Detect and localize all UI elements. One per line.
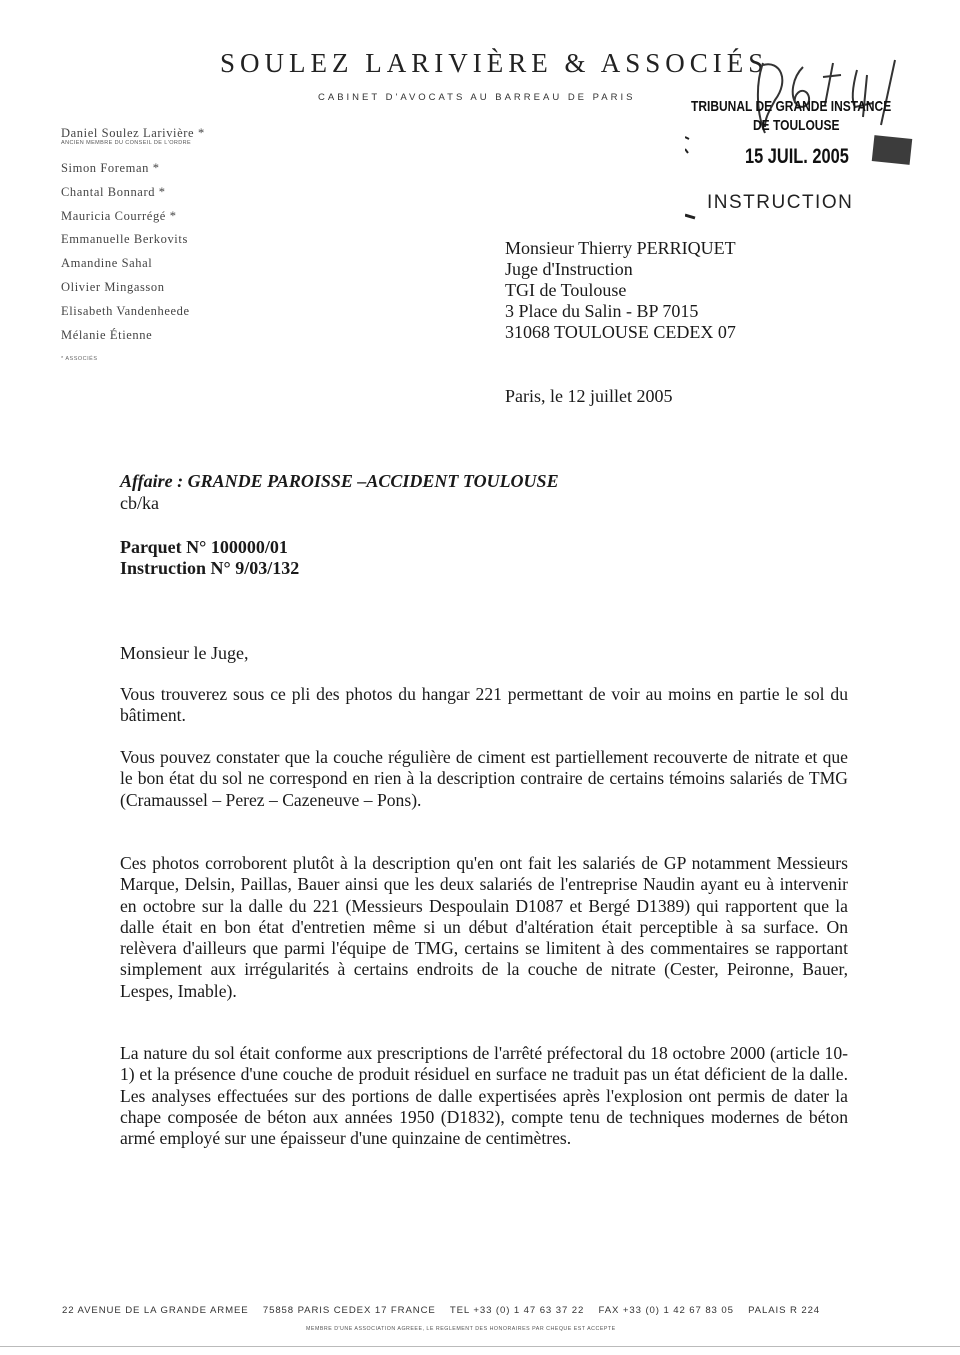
- footer-city: 75858 PARIS CEDEX 17 FRANCE: [262, 1305, 436, 1316]
- recipient-line: TGI de Toulouse: [505, 280, 627, 300]
- footer-tel: TEL +33 (0) 1 47 63 37 22: [449, 1305, 585, 1316]
- court-stamp: [685, 55, 915, 230]
- page-edge-line: [0, 1346, 960, 1347]
- firm-subtitle: CABINET D'AVOCATS AU BARREAU DE PARIS: [318, 92, 636, 103]
- body-paragraph: Vous pouvez constater que la couche régulière de ciment est partiellement recouverte de nitrate et que le bon état du sol ne correspond en rien à la description contraire de certains témoins salariés de TMG (Cramaussel – Perez – Cazeneuve – Pons).: [120, 747, 848, 810]
- body-paragraph: Ces photos corroborent plutôt à la description qu'en ont fait les salariés de GP notamment Messieurs Marque, Delsin, Paillas, Bauer ainsi que les deux salariés de l'entreprise Naudin ayant eu à intervenir en octobre sur la dalle du 221 (Messieurs Despoulain D1087 et Bergé D1389) qui rapportent que la dalle était en bon état d'entretien même si un début d'altération était perceptible à sa surface. On relèvera d'ailleurs que parmi l'équipe de TMG, certains se limitent à des commentaires se rapportant simplement aux irrégularités à certains endroits de la couche de nitrate (Cester, Peironne, Bauer, Lespes, Imable).: [120, 853, 848, 1001]
- recipient-line: 31068 TOULOUSE CEDEX 07: [505, 322, 736, 342]
- recipient-line: Juge d'Instruction: [505, 259, 633, 279]
- partner-item: Elisabeth Vandenheede: [61, 304, 190, 318]
- footer-palais: PALAIS R 224: [748, 1305, 821, 1316]
- firm-name: SOULEZ LARIVIÈRE & ASSOCIÉS: [220, 48, 769, 78]
- letter-date: Paris, le 12 juillet 2005: [505, 386, 673, 406]
- body-paragraph: La nature du sol était conforme aux prescriptions de l'arrêté préfectoral du 18 octobre 2000 (article 10-1) et la présence d'une couche de produit résiduel en surface ne traduit pas un état déficient de la dalle. Les analyses effectuées sur des portions de dalle expertisées après l'explosion ont permis de dater la chape composée de béton aux années 1950 (D1832), compte tenu de techniques modernes de béton armé employé sur une épaisseur d'une quinzaine de centimètres.: [120, 1043, 848, 1149]
- recipient-line: 3 Place du Salin - BP 7015: [505, 301, 699, 321]
- affaire-initials: cb/ka: [120, 493, 159, 513]
- instruction-number: Instruction N° 9/03/132: [120, 558, 300, 578]
- recipient-address: [505, 238, 736, 343]
- partner-note: ANCIEN MEMBRE DU CONSEIL DE L'ORDRE: [61, 140, 192, 146]
- partner-item: Mauricia Courrégé *: [61, 209, 177, 223]
- recipient-line: Monsieur Thierry PERRIQUET: [505, 238, 736, 258]
- stamp-date: 15 JUIL. 2005: [745, 145, 849, 168]
- body-paragraph: Vous trouverez sous ce pli des photos du hangar 221 permettant de voir au moins en partie le sol du bâtiment.: [120, 684, 848, 726]
- partner-item: Simon Foreman *: [61, 161, 160, 175]
- partner-item: Amandine Sahal: [61, 256, 153, 270]
- salutation: Monsieur le Juge,: [120, 643, 249, 663]
- stamp-service: INSTRUCTION: [707, 192, 854, 213]
- partner-item: Chantal Bonnard *: [61, 185, 166, 199]
- partner-item: Mélanie Étienne: [61, 328, 153, 342]
- parquet-number: Parquet N° 100000/01: [120, 537, 288, 557]
- case-references: [120, 537, 299, 579]
- footer-contact: [62, 1305, 820, 1316]
- affaire-title: Affaire : GRANDE PAROISSE –ACCIDENT TOULOUSE: [120, 471, 559, 491]
- footer-fax: FAX +33 (0) 1 42 67 83 05: [598, 1305, 734, 1316]
- partner-item: Daniel Soulez Larivière *: [61, 126, 205, 140]
- footer-address: 22 AVENUE DE LA GRANDE ARMEE: [62, 1305, 249, 1316]
- footer-note: MEMBRE D'UNE ASSOCIATION AGREEE, LE REGLEMENT DES HONORAIRES PAR CHEQUE EST ACCEPTE: [306, 1326, 616, 1332]
- affaire-block: [120, 470, 559, 514]
- associes-note: * ASSOCIÉS: [61, 356, 98, 362]
- partner-item: Emmanuelle Berkovits: [61, 232, 188, 246]
- partner-item: Olivier Mingasson: [61, 280, 165, 294]
- stamp-city: DE TOULOUSE: [753, 117, 840, 134]
- stamp-tribunal: TRIBUNAL DE GRANDE INSTANCE: [691, 98, 892, 115]
